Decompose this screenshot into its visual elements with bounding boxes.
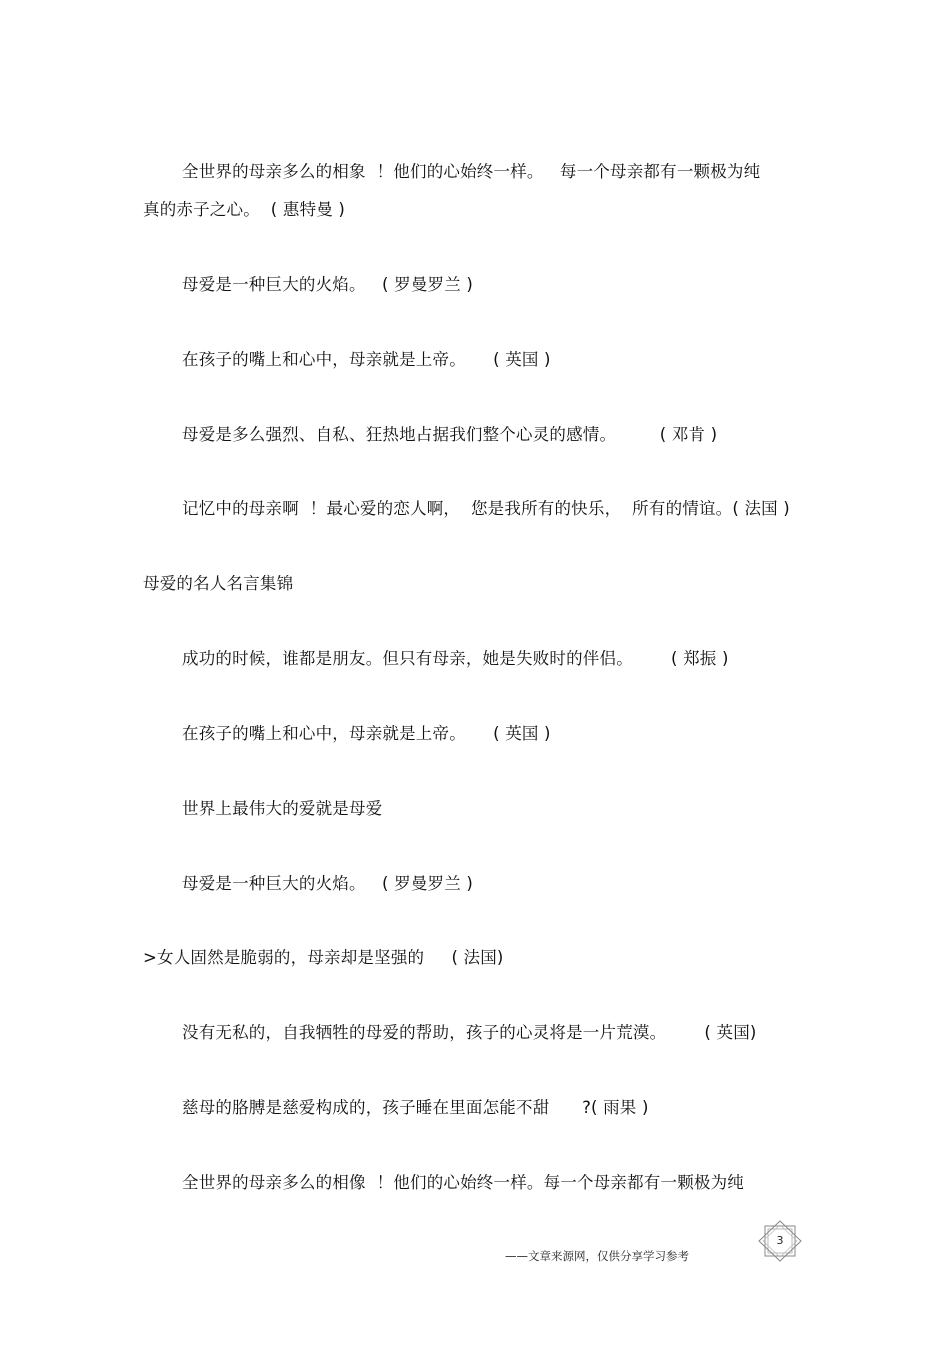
paragraph-line: 记忆中的母亲啊 ！最心爱的恋人啊， 您是我所有的快乐， 所有的情谊。( 法国 ) bbox=[182, 499, 790, 518]
paragraph-line: 全世界的母亲多么的相象 ！他们的心始终一样。 每一个母亲都有一颗极为纯 bbox=[182, 162, 761, 181]
paragraph-line: 慈母的胳膊是慈爱构成的，孩子睡在里面怎能不甜 ?( 雨果 ) bbox=[182, 1098, 649, 1117]
page-number-badge bbox=[756, 1220, 804, 1262]
paragraph-line: 世界上最伟大的爱就是母爱 bbox=[182, 799, 383, 818]
paragraph-line: 母爱是一种巨大的火焰。 ( 罗曼罗兰 ) bbox=[182, 874, 473, 893]
paragraph-line: 母爱是一种巨大的火焰。 ( 罗曼罗兰 ) bbox=[182, 275, 473, 294]
paragraph-line: 没有无私的，自我牺牲的母爱的帮助，孩子的心灵将是一片荒漠。 ( 英国) bbox=[182, 1023, 757, 1042]
paragraph-line: 全世界的母亲多么的相像 ！他们的心始终一样。每一个母亲都有一颗极为纯 bbox=[182, 1173, 744, 1192]
footer-source-note: ——文章来源网，仅供分享学习参考 bbox=[505, 1249, 689, 1263]
section-heading: 母爱的名人名言集锦 bbox=[143, 574, 294, 593]
page-number: 3 bbox=[776, 1234, 784, 1247]
paragraph-line: 真的赤子之心。 ( 惠特曼 ) bbox=[143, 200, 346, 219]
paragraph-line: >女人固然是脆弱的，母亲却是坚强的 ( 法国) bbox=[143, 948, 504, 967]
paragraph-line: 成功的时候，谁都是朋友。但只有母亲，她是失败时的伴侣。 ( 郑振 ) bbox=[182, 649, 729, 668]
paragraph-line: 母爱是多么强烈、自私、狂热地占据我们整个心灵的感情。 ( 邓肯 ) bbox=[182, 425, 718, 444]
paragraph-line: 在孩子的嘴上和心中，母亲就是上帝。 ( 英国 ) bbox=[182, 350, 551, 369]
paragraph-line: 在孩子的嘴上和心中，母亲就是上帝。 ( 英国 ) bbox=[182, 724, 551, 743]
